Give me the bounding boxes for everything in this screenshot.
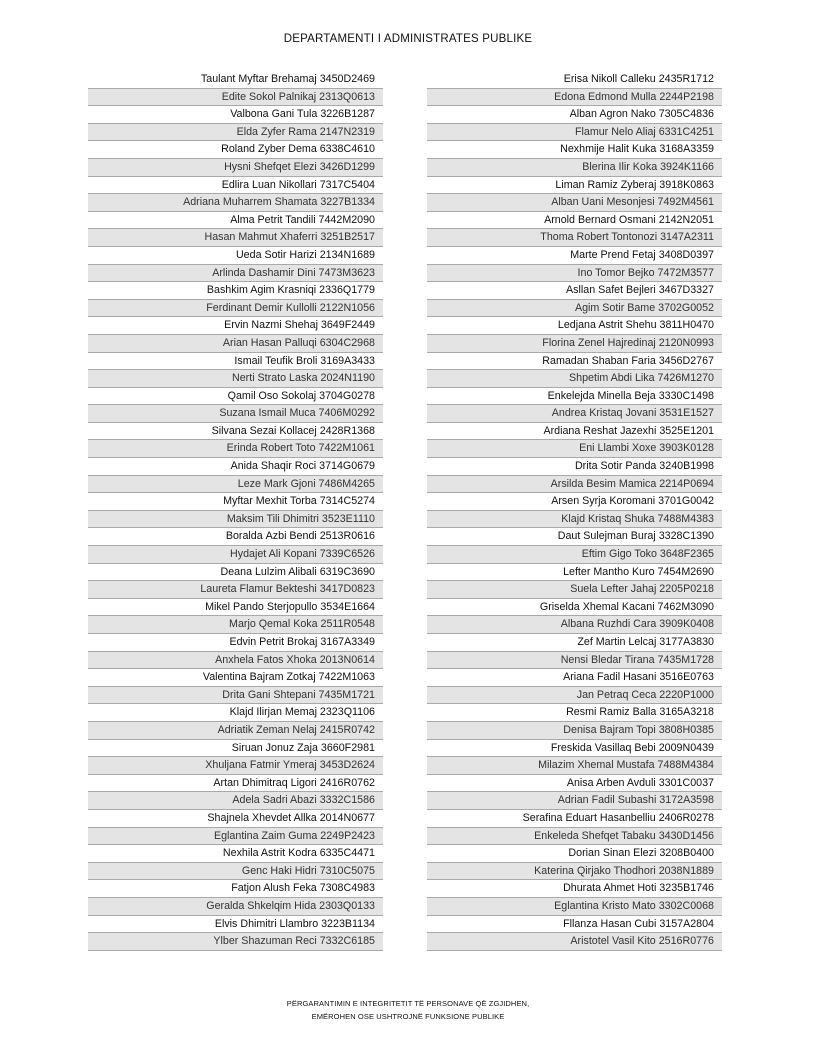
name-row: Enkeleda Shefqet Tabaku 3430D1456 [427, 828, 722, 846]
name-row: Edite Sokol Palnikaj 2313Q0613 [88, 89, 383, 107]
name-row: Suzana Ismail Muca 7406M0292 [88, 405, 383, 423]
footer-line-2: EMËROHEN OSE USHTROJNË FUNKSIONE PUBLIKE [311, 1011, 505, 1021]
name-row: Adela Sadri Abazi 3332C1586 [88, 792, 383, 810]
name-row: Hydajet Ali Kopani 7339C6526 [88, 546, 383, 564]
name-row: Myftar Mexhit Torba 7314C5274 [88, 493, 383, 511]
name-row: Laureta Flamur Bekteshi 3417D0823 [88, 581, 383, 599]
name-row: Qamil Oso Sokolaj 3704G0278 [88, 388, 383, 406]
name-row: Adrian Fadil Subashi 3172A3598 [427, 792, 722, 810]
name-row: Ardiana Reshat Jazexhi 3525E1201 [427, 423, 722, 441]
name-row: Agim Sotir Bame 3702G0052 [427, 300, 722, 318]
name-row: Suela Lefter Jahaj 2205P0218 [427, 581, 722, 599]
name-row: Genc Haki Hidri 7310C5075 [88, 863, 383, 881]
name-row: Eni Llambi Xoxe 3903K0128 [427, 440, 722, 458]
name-row: Arsen Syrja Koromani 3701G0042 [427, 493, 722, 511]
name-row: Elvis Dhimitri Llambro 3223B1134 [88, 916, 383, 934]
name-row: Edvin Petrit Brokaj 3167A3349 [88, 634, 383, 652]
name-row: Eglantina Zaim Guma 2249P2423 [88, 828, 383, 846]
name-row: Boraldа Azbi Bendi 2513R0616 [88, 528, 383, 546]
name-row: Klajd Ilirjan Memaj 2323Q1106 [88, 704, 383, 722]
page-footer [0, 998, 816, 1023]
name-row: Arian Hasan Palluqi 6304C2968 [88, 335, 383, 353]
name-row: Nexhila Astrit Kodra 6335C4471 [88, 845, 383, 863]
name-row: Griselda Xhemal Kacani 7462M3090 [427, 599, 722, 617]
name-row: Drita Gani Shtepani 7435M1721 [88, 687, 383, 705]
name-row: Liman Ramiz Zyberaj 3918K0863 [427, 177, 722, 195]
name-row: Erinda Robert Toto 7422M1061 [88, 440, 383, 458]
name-row: Ramadan Shaban Faria 3456D2767 [427, 353, 722, 371]
name-row: Asllan Safet Bejleri 3467D3327 [427, 282, 722, 300]
name-row: Ino Tomor Bejko 7472M3577 [427, 265, 722, 283]
name-row: Jan Petraq Ceca 2220P1000 [427, 687, 722, 705]
name-row: Drita Sotir Panda 3240B1998 [427, 458, 722, 476]
name-row: Eglantina Kristo Mato 3302C0068 [427, 898, 722, 916]
name-row: Arnold Bernard Osmani 2142N2051 [427, 212, 722, 230]
name-row: Denisa Bajram Topi 3808H0385 [427, 722, 722, 740]
name-row: Taulant Myftar Brehamaj 3450D2469 [88, 71, 383, 89]
name-row: Roland Zyber Dema 6338C4610 [88, 141, 383, 159]
name-row: Arsilda Besim Mamica 2214P0694 [427, 476, 722, 494]
name-row: Serafina Eduart Hasanbelliu 2406R0278 [427, 810, 722, 828]
name-row: Nensi Bledar Tirana 7435M1728 [427, 652, 722, 670]
name-row: Milazim Xhemal Mustafa 7488M4384 [427, 757, 722, 775]
name-row: Dhurata Ahmet Hoti 3235B1746 [427, 880, 722, 898]
name-row: Geralda Shkelqim Hida 2303Q0133 [88, 898, 383, 916]
name-row: Freskida Vasillaq Bebi 2009N0439 [427, 740, 722, 758]
name-row: Fllanza Hasan Cubi 3157A2804 [427, 916, 722, 934]
name-row: Albana Ruzhdi Cara 3909K0408 [427, 616, 722, 634]
name-row: Adriatik Zeman Nelaj 2415R0742 [88, 722, 383, 740]
name-row: Elda Zyfer Rama 2147N2319 [88, 124, 383, 142]
name-row: Maksim Tili Dhimitri 3523E1110 [88, 511, 383, 529]
page-title: DEPARTAMENTI I ADMINISTRATES PUBLIKE [283, 33, 533, 45]
name-row: Leze Mark Gjoni 7486M4265 [88, 476, 383, 494]
name-row: Aristotel Vasil Kito 2516R0776 [427, 933, 722, 951]
name-row: Alma Petrit Tandili 7442M2090 [88, 212, 383, 230]
name-row: Hysni Shefqet Elezi 3426D1299 [88, 159, 383, 177]
name-row: Xhuljana Fatmir Ymeraj 3453D2624 [88, 757, 383, 775]
name-row: Mikel Pando Sterjopullo 3534E1664 [88, 599, 383, 617]
name-row: Shpetim Abdi Lika 7426M1270 [427, 370, 722, 388]
name-row: Silvana Sezai Kollacej 2428R1368 [88, 423, 383, 441]
name-row: Enkelejda Minella Beja 3330C1498 [427, 388, 722, 406]
name-row: Ariana Fadil Hasani 3516E0763 [427, 669, 722, 687]
name-row: Lefter Mantho Kuro 7454M2690 [427, 564, 722, 582]
name-row: Ervin Nazmi Shehaj 3649F2449 [88, 317, 383, 335]
name-row: Ledjana Astrit Shehu 3811H0470 [427, 317, 722, 335]
name-row: Arlinda Dashamir Dini 7473M3623 [88, 265, 383, 283]
name-row: Nerti Strato Laska 2024N1190 [88, 370, 383, 388]
name-row: Ylber Shazuman Reci 7332C6185 [88, 933, 383, 951]
name-row: Anida Shaqir Roci 3714G0679 [88, 458, 383, 476]
name-row: Zef Martin Lelcaj 3177A3830 [427, 634, 722, 652]
name-row: Florina Zenel Hajredinaj 2120N0993 [427, 335, 722, 353]
name-row: Klajd Kristaq Shuka 7488M4383 [427, 511, 722, 529]
name-row: Hasan Mahmut Xhaferri 3251B2517 [88, 229, 383, 247]
name-row: Edona Edmond Mulla 2244P2198 [427, 89, 722, 107]
name-row: Daut Sulejman Buraj 3328C1390 [427, 528, 722, 546]
name-row: Artan Dhimitraq Ligori 2416R0762 [88, 775, 383, 793]
name-row: Katerina Qirjako Thodhori 2038N1889 [427, 863, 722, 881]
left-name-column [88, 71, 383, 951]
name-row: Alban Agron Nako 7305C4836 [427, 106, 722, 124]
name-row: Eftim Gigo Toko 3648F2365 [427, 546, 722, 564]
name-row: Flamur Nelo Aliaj 6331C4251 [427, 124, 722, 142]
name-row: Ueda Sotir Harizi 2134N1689 [88, 247, 383, 265]
name-row: Ferdinant Demir Kullolli 2122N1056 [88, 300, 383, 318]
name-row: Fatjon Alush Feka 7308C4983 [88, 880, 383, 898]
name-row: Marte Prend Fetaj 3408D0397 [427, 247, 722, 265]
name-row: Shajnela Xhevdet Allka 2014N0677 [88, 810, 383, 828]
name-row: Nexhmije Halit Kuka 3168A3359 [427, 141, 722, 159]
name-row: Alban Uani Mesonjesi 7492M4561 [427, 194, 722, 212]
name-row: Bashkim Agim Krasniqi 2336Q1779 [88, 282, 383, 300]
name-row: Ismail Teufik Broli 3169A3433 [88, 353, 383, 371]
name-row: Valentina Bajram Zotkaj 7422M1063 [88, 669, 383, 687]
name-row: Resmi Ramiz Balla 3165A3218 [427, 704, 722, 722]
name-row: Andrea Kristaq Jovani 3531E1527 [427, 405, 722, 423]
name-row: Deana Lulzim Alibali 6319C3690 [88, 564, 383, 582]
name-row: Anisa Arben Avduli 3301C0037 [427, 775, 722, 793]
name-row: Valbona Gani Tula 3226B1287 [88, 106, 383, 124]
right-name-column [427, 71, 722, 951]
name-row: Adriana Muharrem Shamata 3227B1334 [88, 194, 383, 212]
name-row: Erisa Nikoll Calleku 2435R1712 [427, 71, 722, 89]
name-row: Anxhela Fatos Xhoka 2013N0614 [88, 652, 383, 670]
name-row: Siruan Jonuz Zaja 3660F2981 [88, 740, 383, 758]
name-row: Thoma Robert Tontonozi 3147A2311 [427, 229, 722, 247]
footer-line-1: PËRGARANTIMIN E INTEGRITETIT TË PERSONAVE QË ZGJIDHEN, [286, 999, 530, 1008]
name-row: Dorian Sinan Elezi 3208B0400 [427, 845, 722, 863]
name-row: Blerina Ilir Koka 3924K1166 [427, 159, 722, 177]
name-row: Edlira Luan Nikollari 7317C5404 [88, 177, 383, 195]
name-row: Marjo Qemal Koka 2511R0548 [88, 616, 383, 634]
